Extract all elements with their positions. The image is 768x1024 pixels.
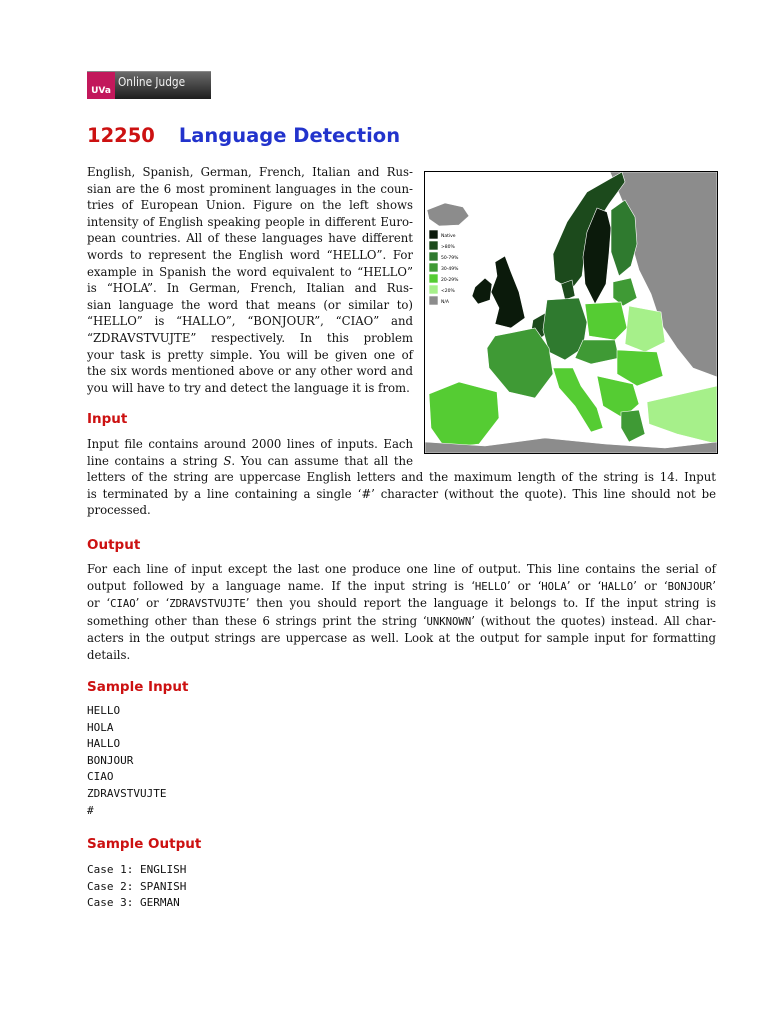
sample-output-line: Case 3: GERMAN	[87, 896, 180, 910]
sample-input-line: CIAO	[87, 770, 114, 784]
intro-line: example in Spanish the word equivalent to “HELLO”	[87, 264, 413, 279]
sample-input-line: BONJOUR	[87, 753, 134, 767]
intro-line: words to represent the English word “HELLO”. For	[87, 247, 413, 262]
sample-input-line: HELLO	[87, 704, 121, 717]
intro-line: you will have to try and detect the language it is from.	[87, 380, 410, 395]
legend-swatch-native	[429, 230, 438, 239]
sample-input-heading: Sample Input	[87, 679, 189, 695]
map-legend	[429, 230, 459, 305]
output-paragraph	[87, 561, 716, 664]
intro-line: pean countries. All of these languages have different	[87, 231, 413, 246]
input-paragraph	[87, 436, 716, 519]
intro-line: is “HOLA”. In German, French, Italian and Rus-	[87, 281, 413, 296]
sample-output-line: Case 1: ENGLISH	[87, 863, 187, 876]
logo-text: Online Judge	[118, 75, 186, 89]
intro-line: sian are the 6 most prominent languages in the coun-	[87, 181, 413, 196]
problem-name: Language Detection	[178, 124, 401, 147]
legend-label: <20%	[441, 289, 455, 294]
map-region-ireland	[472, 278, 492, 304]
sample-input-line: HALLO	[87, 737, 121, 751]
map-region-baltics	[613, 278, 637, 306]
sample-input-line: #	[87, 803, 94, 817]
input-line: line contains a string S. You can assume that all the	[87, 453, 413, 468]
intro-line: English, Spanish, German, French, Italian and Rus-	[87, 165, 413, 179]
legend-swatch-over80	[429, 241, 438, 250]
intro-line: tries of European Union. Figure on the left shows	[87, 198, 413, 213]
map-region-central	[575, 340, 619, 364]
output-line: output followed by a language name. If the input string is ‘HELLO’ or ‘HOLA’ or ‘HALLO’ or ‘BONJOUR’	[87, 578, 716, 593]
legend-label: Native	[441, 234, 456, 239]
legend-swatch-50-79	[429, 252, 438, 261]
legend-label: N/A	[441, 300, 449, 305]
legend-label: 20-29%	[441, 278, 459, 283]
uva-logo-mark: UVa	[87, 72, 115, 99]
sample-output-line: Case 2: SPANISH	[87, 879, 187, 893]
string-variable: S	[223, 453, 232, 468]
intro-paragraph	[87, 164, 413, 396]
europe-english-map	[424, 171, 718, 454]
input-line: Input file contains around 2000 lines of inputs. Each	[87, 437, 413, 451]
intro-line: the six words mentioned above or any other word and	[87, 364, 413, 379]
legend-label: 30-49%	[441, 267, 459, 272]
europe-map-figure	[425, 172, 717, 453]
output-line: acters in the output strings are uppercase as well. Look at the output for sample input for formatting	[87, 631, 716, 646]
input-line: is terminated by a line containing a single ‘#’ character (without the quote). This line should not be	[87, 486, 716, 501]
intro-line: “ZDRAVSTVUJTE” respectively. In this problem	[87, 330, 413, 345]
output-line: something other than these 6 strings print the string ‘UNKNOWN’ (without the quotes) instead. All char-	[87, 613, 717, 628]
sample-output-heading: Sample Output	[87, 836, 202, 852]
problem-number: 12250	[87, 124, 155, 147]
intro-line: intensity of English speaking people in different Euro-	[87, 214, 413, 229]
input-line: processed.	[87, 503, 151, 518]
map-region-great-britain	[491, 256, 525, 328]
uva-online-judge-logo	[87, 71, 211, 99]
map-region-poland	[585, 302, 627, 340]
output-line: details.	[87, 647, 131, 662]
sample-input-block	[87, 703, 166, 819]
map-region-ukraine	[625, 306, 665, 352]
legend-swatch-20-29	[429, 274, 438, 283]
input-line: letters of the string are uppercase English letters and the maximum length of the string is 14. Input	[87, 470, 716, 485]
problem-title	[87, 124, 400, 147]
sample-input-line: ZDRAVSTVUJTE	[87, 786, 167, 800]
map-region-romania	[617, 350, 663, 386]
map-region-iceland	[427, 203, 469, 226]
output-line: or ‘CIAO’ or ‘ZDRAVSTVUJTE’ then you should report the language it belongs to. If the input string is	[87, 596, 716, 611]
legend-swatch-30-49	[429, 263, 438, 272]
intro-line: your task is pretty simple. You will be given one of	[87, 347, 413, 362]
map-region-france	[487, 328, 553, 398]
legend-swatch-under20	[429, 285, 438, 294]
input-heading: Input	[87, 411, 128, 427]
intro-line: sian language the word that means (or similar to)	[87, 297, 413, 312]
sample-input-line: HOLA	[87, 720, 114, 734]
sample-output-block	[87, 862, 186, 912]
intro-line: “HELLO” is “HALLO”, “BONJOUR”, “CIAO” and	[87, 314, 413, 329]
legend-label: >80%	[441, 245, 455, 250]
map-region-italy	[553, 368, 603, 432]
legend-label: 50-79%	[441, 256, 459, 261]
output-heading: Output	[87, 537, 141, 553]
output-line: For each line of input except the last one produce one line of output. This line contains the serial of	[87, 562, 716, 576]
legend-swatch-na	[429, 296, 438, 305]
